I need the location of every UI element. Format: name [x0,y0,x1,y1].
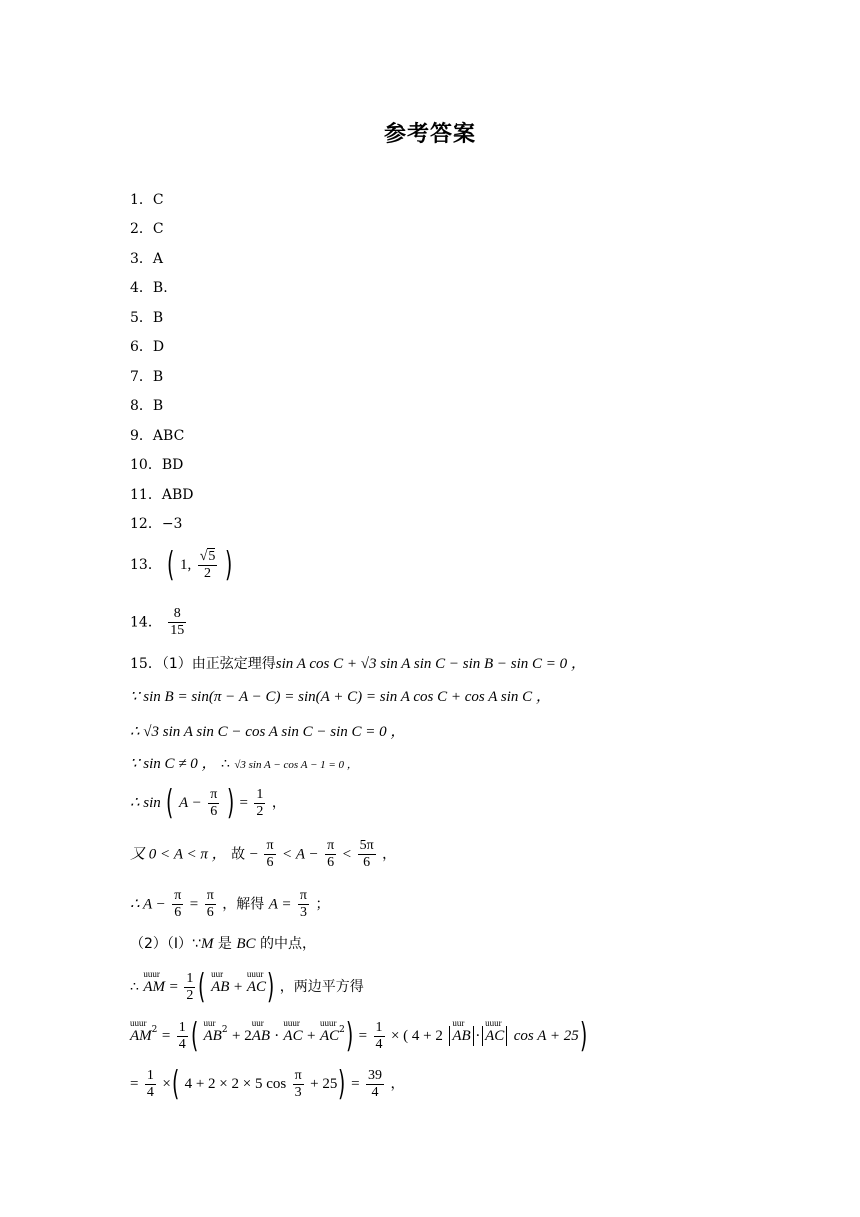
page-title: 参考答案 [383,122,476,147]
paren-close: ) [224,545,233,585]
paren-open: ( [167,545,175,585]
fraction: $\frac{√5}{2}$ [199,548,216,581]
answer-item: 1．C [130,192,164,208]
answer-item: 2．C [130,221,164,237]
answer-item: 8．B [130,398,164,414]
answer-item: 12．−3 [130,516,183,532]
answer-item: 5．B [130,310,164,326]
solution-line-5: ∴ sin ( A − $\frac{\pi}{6}$ ) = $\frac{1}{2}$ ， [130,783,286,823]
solution-line-9: ∴ uuur AM = $\frac{1}{2}$ ( uur AB + uuur AC) ，两边平方得 [130,967,364,1007]
answer-item: 6．D [130,339,165,355]
solution-line-6: 又 0 < A < π ， 故 − $\frac{\pi}{6}$ < A − $\frac{\pi}{6}$ < $\frac{5\pi}{6}$ ， [130,838,397,870]
solution-line-3: ∴ √3 sin A sin C − cos A sin C − sin C = 0 ， [130,724,406,740]
answer-item-13: 13． ( 1, $\frac{√5}{2}$ ) [130,545,233,585]
answer-item: 11．ABD [130,487,194,503]
answer-item: 3．A [130,251,164,267]
solution-line-2: ∵ sin B = sin(π − A − C) = sin(A + C) = sin A cos C + cos A sin C ， [130,689,551,705]
fraction: $\frac{8}{15}$ [170,606,185,638]
answer-item: 10．BD [130,457,184,473]
answer-item: 4．B. [130,280,168,296]
solution-line-10: uuur $AM^2$ = $\frac{1}{4}$ ( uur $AB^2 + 2$ uur AB · uuur AC + uuur $AC^2$) = $\frac{1}{4}$ × ( 4 + 2 uur AB · uuur AC cos A + 25) [130,1016,588,1056]
answer-item: 7．B [130,369,164,385]
answer-item: 9．ABC [130,428,185,444]
solution-line-8: （2）（Ⅰ）∵M 是 BC 的中点， [130,936,316,952]
solution-line-1: 15．（1）由正弦定理得sin A cos C + √3 sin A sin C − sin B − sin C = 0 ， [130,656,586,672]
answer-item-14: 14． $\frac{8}{15}$ [130,606,185,638]
solution-line-11: = $\frac{1}{4}$ ×( 4 + 2 × 2 × 5 cos $\frac{\pi}{3}$ + 25) = $\frac{39}{4}$ ， [130,1064,405,1104]
solution-line-4: ∵ sin C ≠ 0 ， ∴ √3 sin A − cos A − 1 = 0 ， [130,756,358,772]
solution-line-7: ∴ A − $\frac{\pi}{6}$ = $\frac{\pi}{6}$ ，解得 A = $\frac{\pi}{3}$ ； [130,888,330,920]
